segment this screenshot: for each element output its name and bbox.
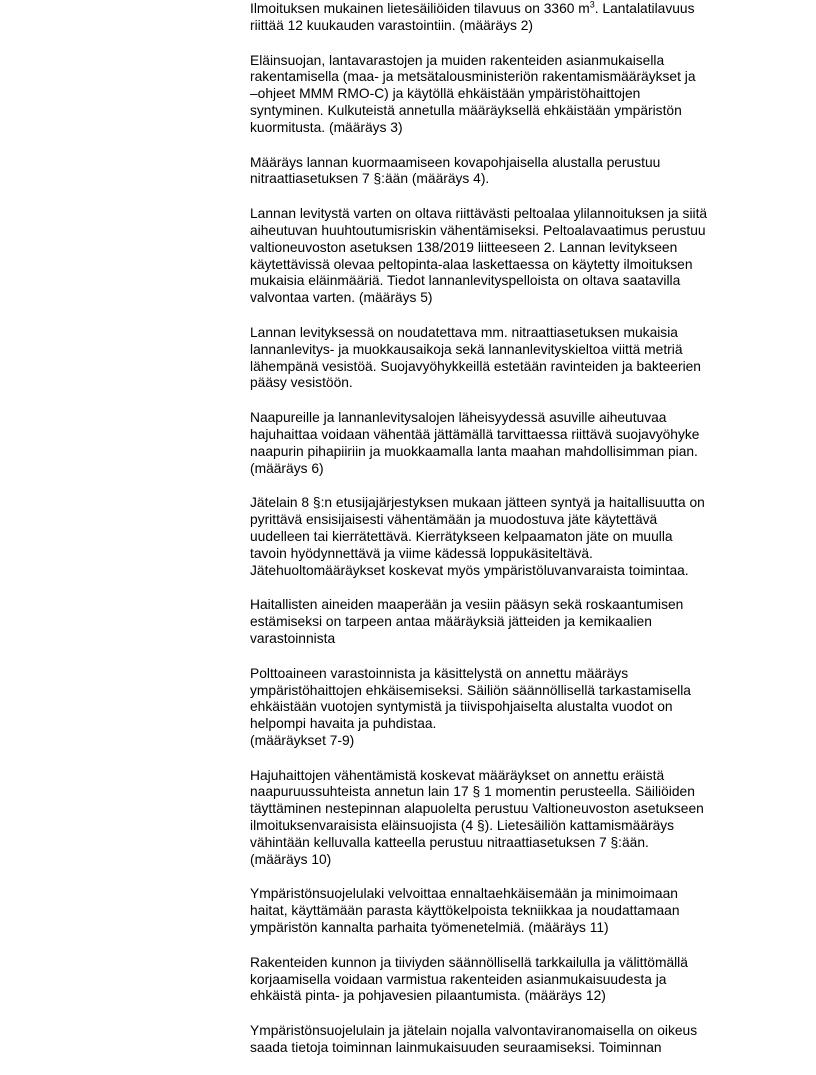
paragraph-waste-hierarchy: Jätelain 8 §:n etusijajärjestyksen mukaan jätteen syntyä ja haitallisuutta on pyrittävä ensisijaisesti vähentämään ja muodostuva jäte käytettävä uudelleen tai kierrätettävä. Kierrätykseen kelpaamaton jäte on muulla tavoin hyödynnettävä ja viime kädessä loppukäsiteltävä. Jätehuoltomääräykset koskevat myös ympäristöluvanvaraista toimintaa. — [250, 495, 705, 578]
paragraph-spreading: Lannan levityksessä on noudatettava mm. nitraattiasetuksen mukaisia lannanlevitys- ja muokkausaikoja sekä lannanlevityskieltoa viittä metriä lähempänä vesistöä. Suojavyöhykkeillä estetään ravinteiden ja bakteerien pääsy vesistöön. — [250, 324, 701, 391]
paragraph-structure-condition: Rakenteiden kunnon ja tiiviyden säännöllisellä tarkkailulla ja välittömällä korjaamisella voidaan varmistua rakenteiden asianmukaisuudesta ja ehkäistä pinta- ja pohjavesien pilaantumista. (määräys 12) — [250, 954, 688, 1004]
paragraph-manure-storage-volume — [250, 1, 750, 35]
paragraph-supervision: Ympäristönsuojelulain ja jätelain nojalla valvontaviranomaisella on oikeus saada tietoja toiminnan lainmukaisuuden seuraamiseksi. Toiminnan — [250, 1023, 698, 1056]
paragraph-odour-neighbours: Naapureille ja lannanlevitysalojen läheisyydessä asuville aiheutuvaa hajuhaittaa voidaan vähentää jättämällä tarvittaessa riittävä suojavyöhyke naapurin pihapiiriin ja muokkaamalla lanta maahan mahdollisimman pian. (määräys 6) — [250, 410, 700, 476]
paragraph-text: Ilmoituksen mukainen lietesäiliöiden tilavuus on 3360 m — [250, 1, 590, 16]
paragraph-construction: Eläinsuojan, lantavarastojen ja muiden rakenteiden asianmukaisella rakentamisella (maa- ja metsätalousministeriön rakentamismääräykset ja –ohjeet MMM RMO-C) ja käytöllä ehkäistään ympäristöhaittojen syntyminen. Kulkuteistä annetulla määräyksellä ehkäistään ympäristön kuormitusta. (määräys 3) — [250, 52, 696, 135]
document-page — [250, 0, 750, 1075]
paragraph-loading: Määräys lannan kuormaamiseen kovapohjaisella alustalla perustuu nitraattiasetuksen 7 §:ään (määräys 4). — [250, 154, 661, 187]
paragraph-hazardous-substances: Haitallisten aineiden maaperään ja vesiin pääsyn sekä roskaantumisen estämiseksi on tarpeen antaa määräyksiä jätteiden ja kemikaalien varastoinnista — [250, 597, 684, 646]
paragraph-odour-regulations: Hajuhaittojen vähentämistä koskevat määräykset on annettu eräistä naapuruussuhteista annetun lain 17 § 1 momentin perusteella. Säiliöiden täyttäminen nestepinnan alapuolelta perustuu Valtioneuvoston asetukseen ilmoituksenvaraisista eläinsuojista (4 §). Lietesäiliön kattamismääräys vähintään kelluvalla katteella perustuu nitraattiasetuksen 7 §:ään. (määräys 10) — [250, 767, 704, 867]
paragraph-fuel-storage: Polttoaineen varastoinnista ja käsittelystä on annettu määräys ympäristöhaittojen ehkäisemiseksi. Säiliön säännöllisellä tarkastamisella ehkäistään vuotojen syntymistä ja tiivispohjaiselta alustalta vuodot on helpompi havaita ja puhdistaa. (määräykset 7-9) — [250, 665, 691, 748]
paragraph-text: . Lantalatilavuus riittää 12 kuukauden varastointiin. (määräys 2) — [250, 1, 695, 33]
paragraph-field-area: Lannan levitystä varten on oltava riittävästi peltoalaa ylilannoituksen ja siitä aiheutuvan huuhtoutumisriskin vähentämiseksi. Peltoalavaatimus perustuu valtioneuvoston asetuksen 138/2019 liitteeseen 2. Lannan levitykseen käytettävissä olevaa peltopinta-alaa laskettaessa on käytetty ilmoituksen mukaisia eläinmääriä. Tiedot lannanlevityspelloista on oltava saatavilla valvontaa varten. (määräys 5) — [250, 206, 708, 306]
paragraph-environmental-protection: Ympäristönsuojelulaki velvoittaa ennaltaehkäisemään ja minimoimaan haitat, käyttämään parasta käyttökelpoista tekniikkaa ja noudattamaan ympäristön kannalta parhaita työmenetelmiä. (määräys 11) — [250, 886, 680, 936]
superscript-cubic: 3 — [589, 0, 595, 10]
